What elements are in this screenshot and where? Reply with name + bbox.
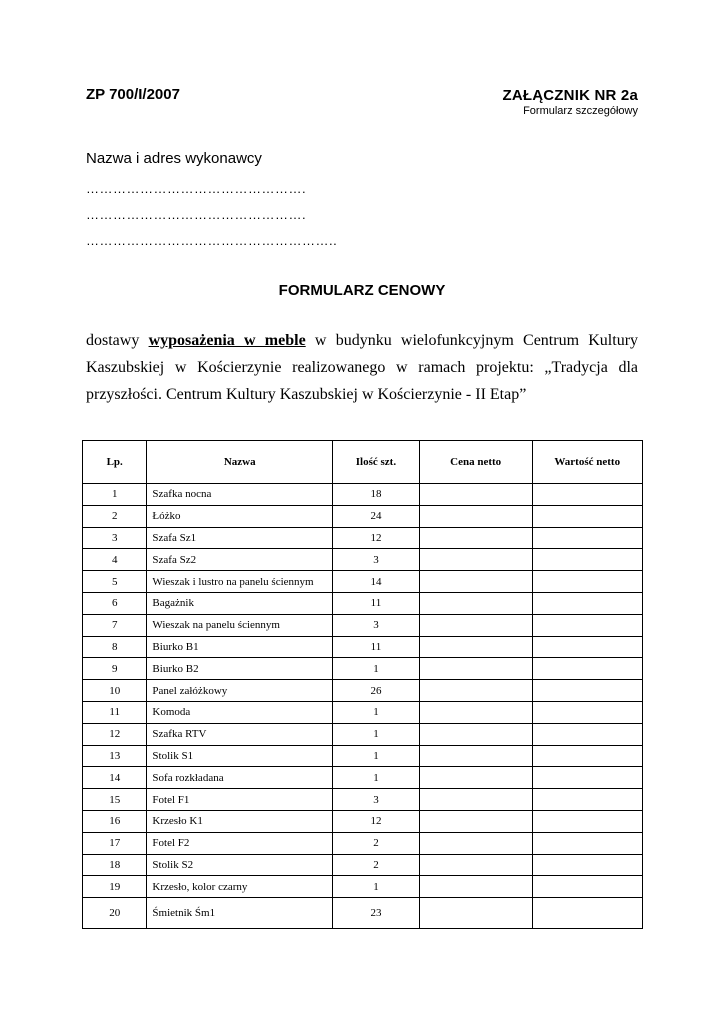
table-row — [83, 832, 643, 854]
row-net-value-cell — [532, 484, 642, 506]
row-qty-cell: 2 — [333, 832, 420, 854]
row-net-price-cell — [419, 527, 532, 549]
row-qty-cell: 1 — [333, 701, 420, 723]
header-qty: Ilość szt. — [333, 441, 420, 484]
row-lp-cell: 20 — [83, 898, 147, 929]
attachment-subtitle: Formularz szczegółowy — [523, 105, 638, 117]
row-net-value-cell — [532, 767, 642, 789]
form-title: FORMULARZ CENOWY — [278, 282, 446, 299]
table-row — [83, 680, 643, 702]
header-net-value: Wartość netto — [532, 441, 642, 484]
row-net-value-cell — [532, 789, 642, 811]
row-net-value-cell — [532, 701, 642, 723]
table-row — [83, 745, 643, 767]
row-net-price-cell — [419, 789, 532, 811]
table-row — [83, 789, 643, 811]
row-net-value-cell — [532, 723, 642, 745]
row-net-price-cell — [419, 723, 532, 745]
table-row — [83, 527, 643, 549]
table-row — [83, 898, 643, 929]
row-qty-cell: 12 — [333, 527, 420, 549]
row-qty-cell: 3 — [333, 789, 420, 811]
row-qty-cell: 18 — [333, 484, 420, 506]
row-name-cell: Wieszak i lustro na panelu ściennym — [147, 571, 333, 593]
row-qty-cell: 11 — [333, 636, 420, 658]
row-net-value-cell — [532, 745, 642, 767]
row-net-value-cell — [532, 571, 642, 593]
row-name-cell: Sofa rozkładana — [147, 767, 333, 789]
price-table — [82, 440, 643, 929]
table-body — [83, 484, 643, 929]
row-name-cell: Szafa Sz1 — [147, 527, 333, 549]
row-qty-cell: 1 — [333, 745, 420, 767]
row-net-value-cell — [532, 527, 642, 549]
header-lp: Lp. — [83, 441, 147, 484]
row-qty-cell: 2 — [333, 854, 420, 876]
table-row — [83, 701, 643, 723]
row-lp-cell: 13 — [83, 745, 147, 767]
row-lp-cell: 19 — [83, 876, 147, 898]
row-net-value-cell — [532, 549, 642, 571]
row-net-value-cell — [532, 854, 642, 876]
description-prefix: dostawy — [86, 332, 149, 349]
row-net-value-cell — [532, 876, 642, 898]
row-lp-cell: 18 — [83, 854, 147, 876]
contractor-label: Nazwa i adres wykonawcy — [86, 150, 262, 167]
attachment-title: ZAŁĄCZNIK NR 2a — [502, 87, 638, 104]
row-qty-cell: 12 — [333, 810, 420, 832]
row-name-cell: Biurko B1 — [147, 636, 333, 658]
row-lp-cell: 9 — [83, 658, 147, 680]
row-net-price-cell — [419, 505, 532, 527]
row-lp-cell: 6 — [83, 592, 147, 614]
row-net-value-cell — [532, 680, 642, 702]
table-row — [83, 505, 643, 527]
row-name-cell: Stolik S2 — [147, 854, 333, 876]
row-lp-cell: 16 — [83, 810, 147, 832]
row-net-price-cell — [419, 832, 532, 854]
row-name-cell: Krzesło, kolor czarny — [147, 876, 333, 898]
row-name-cell: Krzesło K1 — [147, 810, 333, 832]
contractor-dots-line: ……………………………………………….. — [86, 233, 338, 248]
contractor-dots-line: …………………………………………. — [86, 181, 307, 196]
row-qty-cell: 24 — [333, 505, 420, 527]
contractor-block — [86, 148, 337, 254]
row-net-value-cell — [532, 810, 642, 832]
table-row — [83, 592, 643, 614]
row-name-cell: Szafa Sz2 — [147, 549, 333, 571]
row-lp-cell: 17 — [83, 832, 147, 854]
row-net-price-cell — [419, 592, 532, 614]
row-lp-cell: 12 — [83, 723, 147, 745]
row-net-price-cell — [419, 701, 532, 723]
row-net-value-cell — [532, 592, 642, 614]
row-qty-cell: 3 — [333, 549, 420, 571]
row-net-price-cell — [419, 658, 532, 680]
row-lp-cell: 3 — [83, 527, 147, 549]
table-row — [83, 876, 643, 898]
row-net-value-cell — [532, 832, 642, 854]
row-name-cell: Śmietnik Śm1 — [147, 898, 333, 929]
row-net-price-cell — [419, 876, 532, 898]
row-net-price-cell — [419, 767, 532, 789]
row-name-cell: Szafka RTV — [147, 723, 333, 745]
row-qty-cell: 23 — [333, 898, 420, 929]
row-qty-cell: 26 — [333, 680, 420, 702]
row-name-cell: Stolik S1 — [147, 745, 333, 767]
row-lp-cell: 2 — [83, 505, 147, 527]
row-name-cell: Fotel F2 — [147, 832, 333, 854]
row-name-cell: Bagażnik — [147, 592, 333, 614]
row-lp-cell: 11 — [83, 701, 147, 723]
row-lp-cell: 1 — [83, 484, 147, 506]
table-row — [83, 614, 643, 636]
row-net-price-cell — [419, 636, 532, 658]
row-net-price-cell — [419, 810, 532, 832]
table-row — [83, 810, 643, 832]
table-header-row — [83, 441, 643, 484]
table-row — [83, 571, 643, 593]
row-name-cell: Biurko B2 — [147, 658, 333, 680]
row-lp-cell: 10 — [83, 680, 147, 702]
table-row — [83, 658, 643, 680]
attachment-block — [502, 86, 638, 118]
row-lp-cell: 4 — [83, 549, 147, 571]
row-net-value-cell — [532, 614, 642, 636]
row-net-price-cell — [419, 745, 532, 767]
header-net-price: Cena netto — [419, 441, 532, 484]
table-row — [83, 636, 643, 658]
table-row — [83, 767, 643, 789]
row-net-value-cell — [532, 505, 642, 527]
table-row — [83, 549, 643, 571]
row-qty-cell: 1 — [333, 658, 420, 680]
row-name-cell: Komoda — [147, 701, 333, 723]
row-qty-cell: 11 — [333, 592, 420, 614]
row-qty-cell: 14 — [333, 571, 420, 593]
row-qty-cell: 1 — [333, 876, 420, 898]
reference-number: ZP 700/I/2007 — [86, 86, 180, 103]
row-name-cell: Szafka nocna — [147, 484, 333, 506]
contractor-dots-line: …………………………………………. — [86, 207, 307, 222]
row-net-price-cell — [419, 854, 532, 876]
row-name-cell: Panel załóżkowy — [147, 680, 333, 702]
row-net-price-cell — [419, 898, 532, 929]
row-net-value-cell — [532, 898, 642, 929]
row-name-cell: Wieszak na panelu ściennym — [147, 614, 333, 636]
row-lp-cell: 15 — [83, 789, 147, 811]
row-name-cell: Łóżko — [147, 505, 333, 527]
row-lp-cell: 5 — [83, 571, 147, 593]
table-row — [83, 484, 643, 506]
description-emphasis: wyposażenia w meble — [148, 332, 306, 349]
row-lp-cell: 14 — [83, 767, 147, 789]
row-qty-cell: 1 — [333, 767, 420, 789]
table-row — [83, 854, 643, 876]
row-net-price-cell — [419, 614, 532, 636]
row-name-cell: Fotel F1 — [147, 789, 333, 811]
row-lp-cell: 7 — [83, 614, 147, 636]
description-rest: w budynku wielofunkcyjnym Centrum Kultury Kaszubskiej w Kościerzynie realizowanego w ramach projektu: „Tradycja dla przyszłości. Centrum Kultury Kaszubskiej w Kościerzynie - II Etap” — [86, 332, 639, 403]
row-qty-cell: 3 — [333, 614, 420, 636]
table-row — [83, 723, 643, 745]
row-net-value-cell — [532, 658, 642, 680]
row-net-price-cell — [419, 549, 532, 571]
row-net-value-cell — [532, 636, 642, 658]
row-qty-cell: 1 — [333, 723, 420, 745]
row-net-price-cell — [419, 571, 532, 593]
header-name: Nazwa — [147, 441, 333, 484]
row-lp-cell: 8 — [83, 636, 147, 658]
row-net-price-cell — [419, 484, 532, 506]
description-paragraph — [86, 327, 638, 408]
row-net-price-cell — [419, 680, 532, 702]
